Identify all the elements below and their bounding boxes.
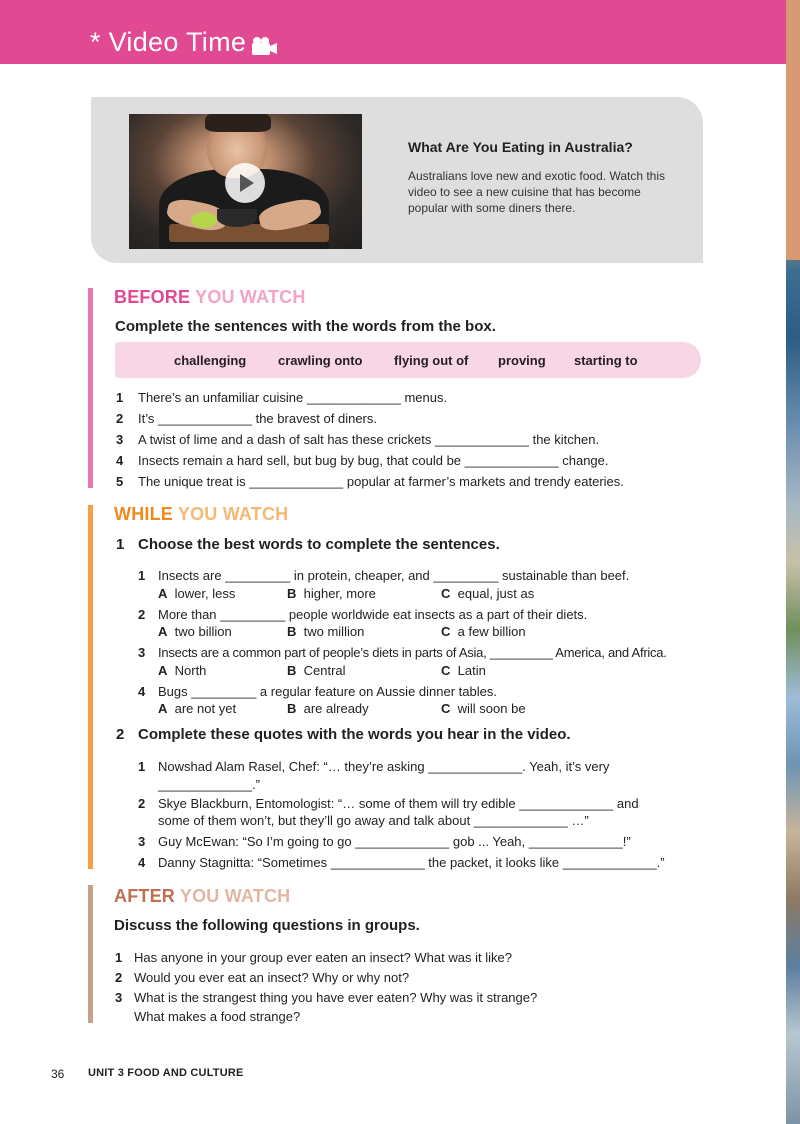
option-c: C a few billion <box>441 624 526 639</box>
before-instruction: Complete the sentences with the words from the box. <box>115 318 496 335</box>
play-button-icon[interactable] <box>225 163 265 203</box>
option-b: B Central <box>287 663 346 678</box>
while-q1-instruction: Choose the best words to complete the sentences. <box>138 536 500 553</box>
option-a: A are not yet <box>158 701 237 716</box>
list-item: Insects are _________ in protein, cheaper, and _________ sustainable than beef. <box>158 568 630 583</box>
option-b: B higher, more <box>287 586 376 601</box>
word-box-item: flying out of <box>394 353 469 368</box>
before-heading: BEFORE YOU WATCH <box>114 287 306 307</box>
after-section-bar <box>88 885 93 1023</box>
video-card <box>91 97 703 263</box>
page-title: * Video Time <box>90 27 247 57</box>
list-item: Bugs _________ a regular feature on Aussie dinner tables. <box>158 684 497 699</box>
list-item: Insects remain a hard sell, but bug by bug, that could be _____________ change. <box>138 453 609 468</box>
list-item: Danny Stagnitta: “Sometimes _____________ the packet, it looks like _____________.” <box>158 855 665 870</box>
list-item: Insects are a common part of people’s diets in parts of Asia, _________ America, and Africa. <box>158 645 667 660</box>
page-number: 36 <box>51 1067 65 1081</box>
list-item: Nowshad Alam Rasel, Chef: “… they’re asking _____________. Yeah, it’s very <box>158 759 610 774</box>
option-a: A two billion <box>158 624 232 639</box>
decorative-strip-top <box>786 0 800 260</box>
option-c: C Latin <box>441 663 486 678</box>
list-item-continued: What makes a food strange? <box>134 1009 301 1024</box>
list-item: A twist of lime and a dash of salt has these crickets _____________ the kitchen. <box>138 432 600 447</box>
list-item: Guy McEwan: “So I’m going to go _____________ gob ... Yeah, _____________!” <box>158 834 631 849</box>
while-q1-number: 1 <box>116 536 125 553</box>
list-item: There’s an unfamiliar cuisine _____________ menus. <box>138 390 448 405</box>
option-a: A North <box>158 663 207 678</box>
word-box <box>115 342 701 378</box>
before-section-bar <box>88 288 93 488</box>
while-q2-number: 2 <box>116 726 125 743</box>
after-heading: AFTER YOU WATCH <box>114 886 291 906</box>
list-item: The unique treat is _____________ popular at farmer’s markets and trendy eateries. <box>138 474 624 489</box>
list-item-continued: _____________.” <box>158 777 260 792</box>
word-box-item: starting to <box>574 353 638 368</box>
option-b: B two million <box>287 624 365 639</box>
video-title: What Are You Eating in Australia? <box>408 139 633 155</box>
video-thumbnail[interactable] <box>129 114 362 249</box>
option-c: C will soon be <box>441 701 526 716</box>
list-item: More than _________ people worldwide eat insects as a part of their diets. <box>158 607 588 622</box>
option-a: A lower, less <box>158 586 236 601</box>
list-item: What is the strangest thing you have ever eaten? Why was it strange? <box>134 990 538 1005</box>
option-b: B are already <box>287 701 369 716</box>
while-heading: WHILE YOU WATCH <box>114 504 289 524</box>
while-section-bar <box>88 505 93 869</box>
after-instruction: Discuss the following questions in groups. <box>114 917 420 934</box>
unit-label: UNIT 3 FOOD AND CULTURE <box>88 1067 244 1079</box>
while-q2-instruction: Complete these quotes with the words you hear in the video. <box>138 726 571 743</box>
word-box-item: proving <box>498 353 546 368</box>
word-box-item: challenging <box>174 353 247 368</box>
list-item: Has anyone in your group ever eaten an insect? What was it like? <box>134 950 512 965</box>
video-description: Australians love new and exotic food. Watch this video to see a new cuisine that has become popular with some diners there. <box>408 169 666 215</box>
list-item: It’s _____________ the bravest of diners. <box>138 411 377 426</box>
video-camera-icon <box>250 36 278 56</box>
list-item: Would you ever eat an insect? Why or why not? <box>134 970 410 985</box>
list-item: Skye Blackburn, Entomologist: “… some of them will try edible _____________ and <box>158 796 639 811</box>
list-item-continued: some of them won’t, but they’ll go away and talk about _____________ …” <box>158 813 589 828</box>
option-c: C equal, just as <box>441 586 535 601</box>
header-band <box>0 0 786 64</box>
word-box-item: crawling onto <box>278 353 363 368</box>
